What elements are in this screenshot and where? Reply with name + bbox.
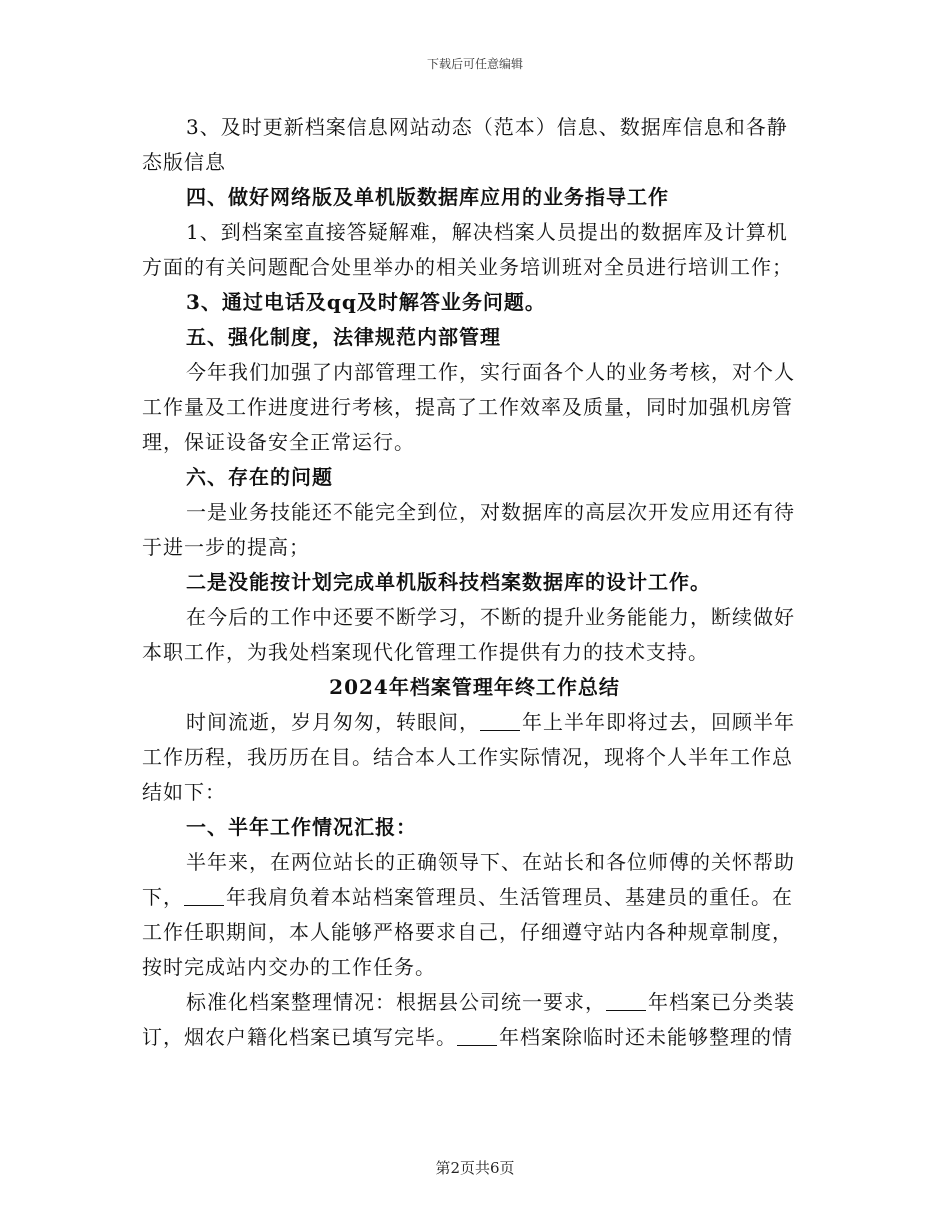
page-header: 下载后可任意编辑 [426,57,523,71]
paragraph-future: 在今后的工作中还要不断学习，不断的提升业务能能力，断续做好本职工作，为我处档案现代化管理工作提供有力的技术支持。 [142,605,795,664]
document-body [142,110,807,1055]
paragraph-half-year-before: 半年来，在两位站长的正确领导下、在站长和各位师傅的关怀帮助下， [142,850,795,909]
paragraph-intro-before: 时间流逝，岁月匆匆，转眼间， [186,710,480,734]
blank-line [457,1027,497,1046]
paragraph-item-3: 3、及时更新档案信息网站动态（范本）信息、数据库信息和各静态版信息 [142,115,788,174]
paragraph-half-year [142,845,807,985]
section-heading-5: 五、强化制度，法律规范内部管理 [186,325,501,349]
page-footer: 第2页共6页 [435,1159,515,1177]
paragraph-item-3-phone: 3、通过电话及qq及时解答业务问题。 [186,290,546,314]
paragraph-intro [142,705,807,810]
paragraph-intro-after: 年上半年即将过去，回顾半年工作历程，我历历在目。结合本人工作实际情况，现将个人半年工作总结如下： [142,710,795,804]
blank-line [184,887,224,906]
blank-line [606,992,646,1011]
paragraph-half-year-after: 年我肩负着本站档案管理员、生活管理员、基建员的重任。在工作任职期间，本人能够严格要求自己，仔细遵守站内各种规章制度，按时完成站内交办的工作任务。 [142,885,793,979]
blank-line [480,712,520,731]
section-heading-4: 四、做好网络版及单机版数据库应用的业务指导工作 [186,185,669,209]
paragraph-item-1: 1、到档案室直接答疑解难，解决档案人员提出的数据库及计算机方面的有关问题配合处里举办的相关业务培训班对全员进行培训工作； [142,220,793,279]
section-heading-6: 六、存在的问题 [186,465,333,489]
paragraph-problem-2: 二是没能按计划完成单机版科技档案数据库的设计工作。 [186,570,711,594]
paragraph-archive-before: 标准化档案整理情况：根据县公司统一要求， [186,990,606,1014]
paragraph-archive-middle: 年档案已分类装订，烟农户籍化档案已填写完毕。 [142,990,795,1049]
section-heading-1: 一、半年工作情况汇报： [186,815,417,839]
paragraph-management: 今年我们加强了内部管理工作，实行面各个人的业务考核，对个人工作量及工作进度进行考核，提高了工作效率及质量，同时加强机房管理，保证设备安全正常运行。 [142,360,795,454]
paragraph-archive-standard [142,985,807,1055]
paragraph-problem-1: 一是业务技能还不能完全到位，对数据库的高层次开发应用还有待于进一步的提高； [142,500,795,559]
paragraph-archive-after: 年档案除临时还未能够整理的情 [499,1025,793,1049]
document-title: 2024年档案管理年终工作总结 [329,675,620,699]
